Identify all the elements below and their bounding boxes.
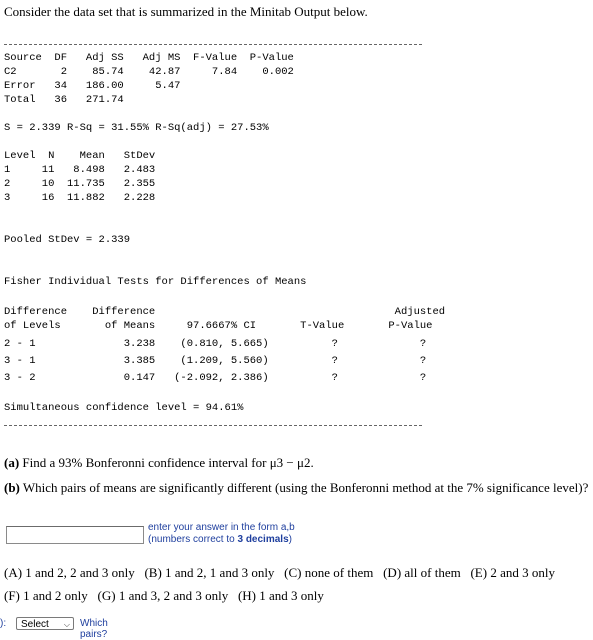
question-a bbox=[4, 455, 314, 471]
problem-intro: Consider the data set that is summarized in the Minitab Output below. bbox=[4, 4, 368, 19]
fisher-title: Fisher Individual Tests for Differences of Means bbox=[4, 276, 307, 288]
answer-hint-line1: enter your answer in the form a,b bbox=[148, 522, 295, 533]
top-divider bbox=[4, 44, 422, 45]
means-header: Level N Mean StDev bbox=[4, 150, 156, 162]
answer-hint-bold: 3 decimals bbox=[237, 534, 289, 545]
pooled-stdev: Pooled StDev = 2.339 bbox=[4, 234, 131, 246]
answer-input[interactable] bbox=[6, 526, 144, 544]
select-prefix: ): bbox=[0, 618, 7, 629]
question-b-text: Which pairs of means are significantly different (using the Bonferonni method at the 7% significance level)? bbox=[19, 480, 589, 495]
pairs-select[interactable] bbox=[16, 617, 74, 630]
answer-hint bbox=[148, 522, 295, 546]
choices-line1: (A) 1 and 2, 2 and 3 only (B) 1 and 2, 1 and 3 only (C) none of them (D) all of them (E) 2 and 3 only bbox=[4, 565, 555, 580]
answer-hint-post: ) bbox=[288, 534, 292, 545]
anova-row: Total 36 271.74 bbox=[4, 94, 124, 106]
fisher-header-line2: of Levels of Means 97.6667% CI T-Value P-Value bbox=[4, 320, 433, 332]
question-a-text: Find a 93% Bonferonni confidence interval for μ3 − μ2. bbox=[19, 455, 314, 470]
question-b-label: (b) bbox=[4, 480, 20, 495]
means-row: 3 16 11.882 2.228 bbox=[4, 192, 156, 204]
fisher-row: 3 - 1 3.385 (1.209, 5.560) ? ? bbox=[4, 355, 427, 367]
answer-hint-line2 bbox=[148, 534, 295, 546]
means-row: 1 11 8.498 2.483 bbox=[4, 164, 156, 176]
fisher-row: 2 - 1 3.238 (0.810, 5.665) ? ? bbox=[4, 338, 427, 350]
anova-row: Error 34 186.00 5.47 bbox=[4, 80, 181, 92]
choices-line2: (F) 1 and 2 only (G) 1 and 3, 2 and 3 only (H) 1 and 3 only bbox=[4, 588, 324, 603]
simultaneous-confidence: Simultaneous confidence level = 94.61% bbox=[4, 402, 244, 414]
fisher-row: 3 - 2 0.147 (-2.092, 2.386) ? ? bbox=[4, 372, 427, 384]
pairs-select-value: Select bbox=[21, 619, 49, 630]
chevron-down-icon: ⌵ bbox=[63, 620, 70, 629]
means-row: 2 10 11.735 2.355 bbox=[4, 178, 156, 190]
bottom-divider bbox=[4, 425, 422, 426]
question-b bbox=[4, 480, 588, 496]
question-a-label: (a) bbox=[4, 455, 20, 470]
fisher-header-line1: Difference Difference Adjusted bbox=[4, 306, 446, 318]
answer-hint-pre: (numbers correct to bbox=[148, 534, 238, 545]
pairs-select-label: Which pairs? bbox=[80, 618, 108, 640]
anova-row: C2 2 85.74 42.87 7.84 0.002 bbox=[4, 66, 294, 78]
anova-header: Source DF Adj SS Adj MS F-Value P-Value bbox=[4, 52, 294, 64]
model-summary: S = 2.339 R-Sq = 31.55% R-Sq(adj) = 27.53% bbox=[4, 122, 269, 134]
